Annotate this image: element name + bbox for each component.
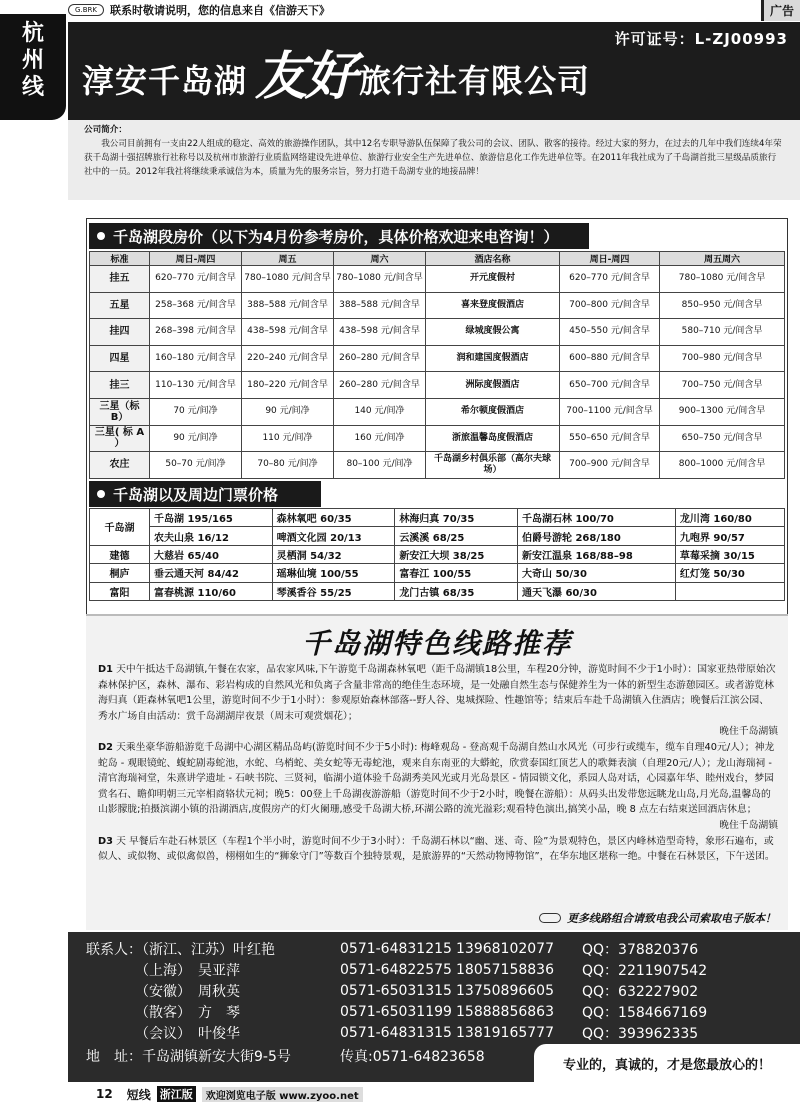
table-row (90, 398, 785, 425)
contact-qq: QQ：1584667169 (582, 1005, 708, 1022)
day-stay: 晚住千岛湖镇 (719, 819, 778, 831)
contact-qq: QQ：393962335 (582, 1026, 699, 1043)
hotel-name: 希尔顿度假酒店 (426, 398, 560, 425)
table-header-row (90, 252, 785, 266)
room-standard: 农庄 (90, 452, 150, 479)
room-price: 780–1080 元/间含早 (660, 266, 785, 293)
ticket-section-title: 千岛湖以及周边门票价格 (113, 485, 279, 504)
magazine-logo: G.BRK (68, 4, 104, 16)
website-link[interactable]: 欢迎浏览电子版 www.zyoo.net (202, 1087, 363, 1102)
ticket-price: 千岛湖石林 100/70 (517, 509, 675, 527)
ticket-price: 九咆界 90/57 (675, 527, 784, 545)
ticket-price: 龙门古镇 68/35 (395, 582, 518, 600)
contact-list (86, 938, 800, 1044)
room-price: 620–770 元/间含早 (150, 266, 242, 293)
col-header: 标准 (90, 252, 150, 266)
room-price: 260–280 元/间含早 (334, 345, 426, 372)
ad-tag: 广告 (761, 0, 800, 21)
company-banner (68, 22, 800, 120)
intro-text: 我公司目前拥有一支由22人组成的稳定、高效的旅游操作团队，其中12名专职导游队伍保障了我公司的会议、团队、散客的接待。经过大家的努力，在过去的几年中我们连续4年荣获千岛湖十强招牌旅行社称号以及杭州市旅游行业质监网络建设先进单位、旅游行业安全生产先进单位、旅游信息化工作先进单位等。在2011年我社成为了千岛湖首批三星级品质旅行社中的一员。2012年我社将继续秉承诚信为本，质量为先的服务宗旨，努力打造千岛湖专业的地接品牌！ (84, 139, 782, 177)
bullet-icon (97, 490, 105, 498)
bullet-icon (97, 232, 105, 240)
room-price: 780–1080 元/间含早 (334, 266, 426, 293)
contact-tel: 0571-65031199 (340, 1004, 452, 1021)
room-price: 450–550 元/间含早 (560, 319, 660, 346)
room-price: 80–100 元/间净 (334, 452, 426, 479)
room-price: 70 元/间净 (150, 398, 242, 425)
route-title: 千岛湖特色线路推荐 (301, 627, 572, 660)
contact-tel: 0571-64822575 (340, 961, 452, 978)
route-section (86, 614, 788, 930)
room-standard: 三星（标 B） (90, 398, 150, 425)
company-name (82, 48, 590, 109)
room-price: 388–588 元/间含早 (334, 292, 426, 319)
room-price-table (89, 251, 785, 479)
room-price: 700–800 元/间含早 (560, 292, 660, 319)
ticket-price: 琴溪香谷 55/25 (272, 582, 395, 600)
room-price: 90 元/间净 (150, 425, 242, 452)
contact-row (86, 1023, 800, 1044)
city-tab-char: 杭 (21, 21, 44, 46)
ticket-price: 富春桃源 110/60 (150, 582, 273, 600)
room-price: 160 元/间净 (334, 425, 426, 452)
ticket-area: 桐庐 (90, 564, 150, 582)
contact-block (68, 932, 800, 1082)
ticket-price (675, 582, 784, 600)
ticket-price: 农夫山泉 16/12 (150, 527, 273, 545)
room-price: 600–880 元/间含早 (560, 345, 660, 372)
contact-person: 联系人：（浙江、江苏）叶红艳 (86, 941, 275, 958)
table-row (90, 345, 785, 372)
room-price: 180–220 元/间含早 (242, 372, 334, 399)
table-row (90, 564, 785, 582)
brand-left: 淳安千岛湖 (82, 61, 248, 100)
contact-person: （会议） 叶俊华 (86, 1026, 240, 1043)
col-header: 周日-周四 (150, 252, 242, 266)
table-row (90, 292, 785, 319)
day-3 (98, 834, 778, 865)
room-price: 140 元/间净 (334, 398, 426, 425)
table-row (90, 582, 785, 600)
table-row (90, 527, 785, 545)
hotel-name: 千岛湖乡村俱乐部（高尔夫球场） (426, 452, 560, 479)
room-section-header (89, 223, 589, 249)
top-strip (0, 0, 800, 20)
contact-mobile: 13819165777 (456, 1025, 554, 1042)
contact-tel: 0571-65031315 (340, 982, 452, 999)
day-label: D3 (98, 835, 113, 847)
brand-mid: 友好 (255, 46, 356, 107)
table-row (90, 319, 785, 346)
room-price: 438–598 元/间含早 (334, 319, 426, 346)
page-footer (0, 1086, 800, 1102)
room-price: 650–700 元/间含早 (560, 372, 660, 399)
city-tab-char: 州 (21, 48, 44, 73)
room-standard: 挂三 (90, 372, 150, 399)
edition-badge: 浙江版 (157, 1086, 196, 1102)
ticket-price: 新安江温泉 168/88–98 (517, 545, 675, 563)
table-row (90, 266, 785, 293)
city-tab-char: 线 (21, 75, 44, 100)
day-2 (98, 740, 778, 834)
contact-row (86, 938, 800, 959)
route-footer-note (539, 910, 776, 926)
ticket-price-body (90, 509, 785, 601)
room-price: 580–710 元/间含早 (660, 319, 785, 346)
col-header: 周六 (334, 252, 426, 266)
ticket-area: 千岛湖 (90, 509, 150, 546)
room-price: 650–750 元/间含早 (660, 425, 785, 452)
table-row (90, 425, 785, 452)
ticket-price: 瑶琳仙境 100/55 (272, 564, 395, 582)
room-price: 90 元/间净 (242, 398, 334, 425)
room-price: 700–980 元/间含早 (660, 345, 785, 372)
city-tab (0, 14, 66, 120)
room-price: 50–70 元/间净 (150, 452, 242, 479)
room-price: 800–1000 元/间含早 (660, 452, 785, 479)
day-text: 天中午抵达千岛湖镇,午餐在农家，品农家风味,下午游览千岛湖森林氧吧（距千岛湖镇18公里，车程20分钟，游览时间不少于1小时）：国家亚热带原始次森林保护区，森林、瀑布、彩岩构成的自然风光和负离子含量非常高的绝佳生态环境，是一处融自然生态与保健养生为一体的新型生态游憩园区。或者游览林海归真（距森林氧吧1公里，游览时间不少于1小时）：参观原始森林部落--野人谷、鬼城探险、性趣馆等；结束后车赴千岛湖镇入住酒店；晚餐后江滨公园、秀水广场自由活动：赏千岛湖湖岸夜景（周末可观赏烟花）； (98, 664, 776, 722)
room-price: 780–1080 元/间含早 (242, 266, 334, 293)
ticket-price: 龙川湾 160/80 (675, 509, 784, 527)
room-price: 110–130 元/间含早 (150, 372, 242, 399)
room-standard: 三星( 标 A ） (90, 425, 150, 452)
contact-person: （安徽） 周秋英 (86, 983, 240, 1000)
room-price: 70–80 元/间净 (242, 452, 334, 479)
ticket-area: 富阳 (90, 582, 150, 600)
ticket-price: 灵栖洞 54/32 (272, 545, 395, 563)
ticket-price-table (89, 508, 785, 601)
room-price: 438–598 元/间含早 (242, 319, 334, 346)
contact-person: （上海） 吴亚萍 (86, 962, 240, 979)
ticket-price: 大奇山 50/30 (517, 564, 675, 582)
hotel-name: 绿城度假公寓 (426, 319, 560, 346)
col-header: 周日-周四 (560, 252, 660, 266)
day-1 (98, 662, 778, 740)
license-number: 许可证号：L-ZJ00993 (614, 30, 788, 48)
room-price: 220–240 元/间含早 (242, 345, 334, 372)
room-price: 160–180 元/间含早 (150, 345, 242, 372)
hotel-name: 喜来登度假酒店 (426, 292, 560, 319)
room-price: 260–280 元/间含早 (334, 372, 426, 399)
contact-mobile: 13750896605 (456, 982, 554, 999)
ticket-price: 新安江大坝 38/25 (395, 545, 518, 563)
mouse-icon (539, 913, 561, 923)
route-itinerary (98, 662, 778, 865)
room-standard: 挂五 (90, 266, 150, 293)
hotel-name: 开元度假村 (426, 266, 560, 293)
table-row (90, 452, 785, 479)
ticket-price: 森林氧吧 60/35 (272, 509, 395, 527)
company-intro (68, 120, 800, 200)
day-stay: 晚住千岛湖镇 (719, 726, 778, 738)
fax: 传真:0571-64823658 (340, 1048, 485, 1065)
ticket-price: 草莓采摘 30/15 (675, 545, 784, 563)
col-header: 周五 (242, 252, 334, 266)
slogan: 专业的，真诚的，才是您最放心的！ (534, 1044, 800, 1082)
contact-qq: QQ：2211907542 (582, 962, 708, 979)
room-price: 700–750 元/间含早 (660, 372, 785, 399)
ticket-area: 建德 (90, 545, 150, 563)
ticket-price: 红灯笼 50/30 (675, 564, 784, 582)
contact-qq: QQ：632227902 (582, 983, 699, 1000)
room-price-body (90, 266, 785, 479)
room-standard: 五星 (90, 292, 150, 319)
contact-mobile: 18057158836 (456, 961, 554, 978)
day-label: D2 (98, 741, 113, 753)
room-price: 850–950 元/间含早 (660, 292, 785, 319)
hotel-name: 浙旅温馨岛度假酒店 (426, 425, 560, 452)
ticket-price: 伯爵号游轮 268/180 (517, 527, 675, 545)
ticket-price: 垂云通天河 84/42 (150, 564, 273, 582)
day-label: D1 (98, 664, 113, 675)
ticket-price: 千岛湖 195/165 (150, 509, 273, 527)
room-standard: 四星 (90, 345, 150, 372)
page-number: 12 (96, 1087, 113, 1101)
contact-tel: 0571-64831315 (340, 1025, 452, 1042)
day-text: 天乘坐豪华游船游览千岛湖中心湖区精品岛屿(游览时间不少于5小时): 梅峰观岛 - 登高观千岛湖自然山水风光（可步行或缆车，缆车自理40元/人）；神龙蛇岛 - 观眼镜蛇、蝮蛇剧毒蛇池，水蛇、乌梢蛇、美女蛇等无毒蛇池，观来自东南亚的大蟒蛇，欣赏泰国红顶艺人的歌舞表演（自理20元/人）；龙山海瑞祠 - 清官海瑞祠堂，朱熹讲学遗址 - 石峡书院、三贤祠，临湖小道体验千岛湖秀美风光或月光岛景区 - 情园锁文化，系园人岛对话，心园嘉年华、睦州戏台，梦园赏名石、瞻仰明朝三元宰相商辂状元祠；晚5：00登上千岛湖夜游游船（游览时间不少于2小时，晚餐在游船）：从码头出发带您远眺龙山岛,月光岛,温馨岛的山影朦胧;拍摄滨湖小镇的沿湖酒店,度假房产的灯火阑珊,感受千岛湖大桥,环湖公路的流光溢彩;观看特色演出,搞笑小品，晚 8 点左右结束送回酒店休息； (98, 741, 775, 816)
contact-row (86, 980, 800, 1001)
route-note-text: 更多线路组合请致电我公司索取电子版本！ (567, 912, 776, 925)
contact-qq: QQ：378820376 (582, 941, 699, 958)
ticket-price: 啤酒文化园 20/13 (272, 527, 395, 545)
contact-person: （散客） 方 琴 (86, 1005, 240, 1022)
address: 地 址：千岛湖镇新安大街9-5号 (86, 1048, 291, 1065)
reader-notice: 联系时敬请说明，您的信息来自《信游天下》 (110, 4, 330, 17)
room-price: 388–588 元/间含早 (242, 292, 334, 319)
ticket-price: 通天飞瀑 60/30 (517, 582, 675, 600)
room-price: 900–1300 元/间含早 (660, 398, 785, 425)
day-text: 天 早餐后车赴石林景区（车程1个半小时，游览时间不少于3小时）：千岛湖石林以“幽、迷、奇、险”为景观特色，景区内峰林造型奇特，象形石遍布，或似人、或似物、或似禽似兽，栩栩如生的“狮象守门”等数百个独特景观，是旅游界的“天然动物博物馆”，在华东地区堪称一绝。中餐在石林景区，下午送团。 (98, 835, 775, 863)
room-section-title: 千岛湖段房价（以下为4月份参考房价，具体价格欢迎来电咨询！） (113, 227, 559, 246)
contact-tel: 0571-64831215 (340, 940, 452, 957)
contact-row (86, 1002, 800, 1023)
section-name: 短线 (126, 1087, 151, 1102)
table-row (90, 545, 785, 563)
room-price: 700–900 元/间含早 (560, 452, 660, 479)
room-price: 110 元/间净 (242, 425, 334, 452)
hotel-name: 润和建国度假酒店 (426, 345, 560, 372)
ticket-section-header (89, 481, 321, 507)
col-header: 酒店名称 (426, 252, 560, 266)
intro-title: 公司简介： (84, 125, 127, 135)
ticket-price: 大慈岩 65/40 (150, 545, 273, 563)
table-row (90, 509, 785, 527)
ticket-price: 林海归真 70/35 (395, 509, 518, 527)
room-price: 550–650 元/间含早 (560, 425, 660, 452)
col-header: 周五周六 (660, 252, 785, 266)
room-price: 620–770 元/间含早 (560, 266, 660, 293)
contact-mobile: 13968102077 (456, 940, 554, 957)
contact-row (86, 959, 800, 980)
brand-right: 旅行社有限公司 (359, 61, 591, 100)
ticket-price: 云溪溪 68/25 (395, 527, 518, 545)
room-price: 700–1100 元/间含早 (560, 398, 660, 425)
room-standard: 挂四 (90, 319, 150, 346)
ticket-price: 富春江 100/55 (395, 564, 518, 582)
room-price: 258–368 元/间含早 (150, 292, 242, 319)
table-row (90, 372, 785, 399)
contact-mobile: 15888856863 (456, 1004, 554, 1021)
hotel-name: 洲际度假酒店 (426, 372, 560, 399)
room-price: 268–398 元/间含早 (150, 319, 242, 346)
